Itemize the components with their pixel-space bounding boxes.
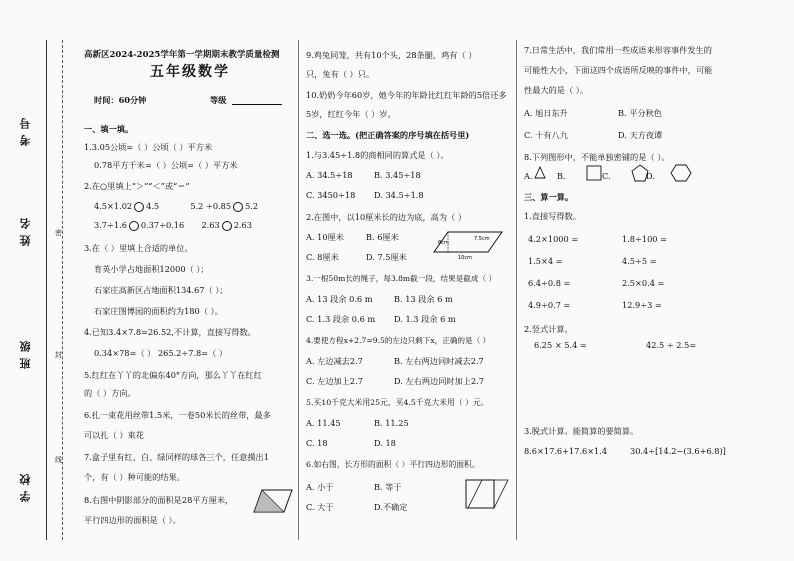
choice-8-b[interactable]: B. [557,171,566,181]
compare-circle[interactable] [134,202,144,212]
section-1-title: 一、填一填。 [84,124,134,134]
q2-expr: 0.37÷0.16 [140,220,185,230]
choice-1-d[interactable]: D. 34.5÷1.8 [374,190,424,200]
choice-6-b[interactable]: B. 等于 [374,482,402,492]
q4-a: 0.34×78=（ ） 265.2÷7.8=（ ） [94,348,228,358]
figure-label-10cm: 10cm [458,255,472,261]
column-divider-2 [516,40,517,540]
q2-expr: 4.5 [146,201,160,211]
pentagon-icon [632,165,648,181]
column-1 [82,40,296,550]
q4-text: 4.已知3.4×7.8=26.52,不计算，直接写得数。 [84,327,256,337]
time-label: 时间：60分钟 [94,95,147,105]
choice-3-a[interactable]: A. 13 段余 0.6 m [306,294,373,304]
q10-line-1: 10.奶奶今年60岁，她今年的年龄比红红年龄的5倍还多 [306,90,507,100]
grade-label: 等级 [210,95,227,105]
q3-b: 石家庄高新区占地面积134.67（ ）； [94,285,228,295]
choice-8-c[interactable]: C. [602,171,611,181]
exam-header: 高新区2024-2025学年第一学期期末教学质量检测 [84,50,280,60]
calc-2-b: 42.5 ÷ 2.5= [646,340,697,350]
compare-circle[interactable] [129,221,139,231]
q8-line-1: 8.右图中阴影部分的面积是28平方厘米， [84,495,234,505]
figure-label-7-5cm: 7.5cm [474,236,490,242]
calc-2-title: 2.竖式计算。 [524,324,573,334]
choice-7-line-1: 7.日常生活中，我们常用一些成语来形容事件发生的 [524,45,712,55]
section-3-title: 三、算一算。 [524,192,574,202]
choice-8-text: 8.下列图形中，不能单独密铺的是（ ）。 [524,152,670,162]
choice-1-b[interactable]: B. 3.45÷18 [374,170,421,180]
binding-margin [0,0,80,561]
choice-2-text: 2.在图中，以10厘米长的边为底，高为（ ） [306,212,467,222]
section-2-title: 二、选一选。(把正确答案的序号填在括号里) [306,130,470,140]
choice-6-a[interactable]: A. 小于 [306,482,334,492]
margin-line [46,40,47,540]
choice-4-c[interactable]: C. 左边加上2.7 [306,376,363,386]
exam-number-label: 考号 [19,112,32,146]
hexagon-icon [671,165,691,181]
q2-row-1 [94,201,258,212]
choice-1-a[interactable]: A. 34.5÷18 [306,170,353,180]
q1-line-2: 0.78平方千米=（ ）公顷=（ ）平方米 [94,160,238,170]
page-title: 五年级数学 [150,64,230,80]
choice-3-c[interactable]: C. 1.3 段余 0.6 m [306,314,376,324]
q10-line-2: 5岁，红红今年（ ）岁。 [306,109,396,119]
name-label: 姓名 [19,212,32,246]
choice-4-b[interactable]: B. 左右两边同时减去2.7 [394,356,484,366]
q3-text: 3.在（ ）里填上合适的单位。 [84,243,193,253]
compare-circle[interactable] [233,202,243,212]
choice-6-text: 6.如右图，长方形的面积（ ）平行四边形的面积。 [306,460,480,469]
triangle-icon [535,167,545,178]
choice-3-d[interactable]: D. 1.3 段余 6 m [394,314,456,324]
choice-7-d[interactable]: D. 天方夜谭 [618,130,663,140]
choice-6-d[interactable]: D.不确定 [374,502,408,512]
choice-5-a[interactable]: A. 11.45 [306,418,341,428]
choice-8-d[interactable]: D. [646,171,655,181]
q3-c: 石家庄图博园的面积约为180（ ）。 [94,306,223,316]
calc-1-g: 4.9÷0.7 = [528,300,571,310]
q1-line-1: 1.3.05公顷=（ ）公顷（ ）平方米 [84,142,213,152]
choice-5-c[interactable]: C. 18 [306,438,328,448]
parallelogram-shaded-figure [252,488,294,514]
calc-3-a: 8.6×17.6+17.6×1.4 [524,446,608,456]
seal-mark-2: 封 [55,351,62,359]
choice-5-text: 5.买10千克大米用25元，买4.5千克大米用（ ）元。 [306,398,489,407]
q6-line-2: 可以扎（ ）束花 [84,430,144,440]
choice-7-line-3: 性最大的是（ ）。 [524,85,589,95]
column-divider-1 [298,40,299,540]
choice-7-c[interactable]: C. 十有八九 [524,130,568,140]
compare-circle[interactable] [222,221,232,231]
choice-2-d[interactable]: D. 7.5厘米 [366,252,407,262]
choice-1-text: 1.与3.45÷1.8的商相同的算式是（ ）。 [306,150,449,160]
choice-7-b[interactable]: B. 平分秋色 [618,108,662,118]
q3-a: 育英小学占地面积12000（ ）； [94,264,209,274]
choice-5-d[interactable]: D. 18 [374,438,396,448]
class-label: 班级 [19,335,32,369]
calc-1-d: 4.5÷5 = [622,256,657,266]
choice-6-c[interactable]: C. 大于 [306,502,334,512]
q2-expr: 5.2 [245,201,259,211]
choice-2-a[interactable]: A. 10厘米 [306,232,344,242]
rectangle-parallelogram-figure [464,476,510,512]
choice-3-text: 3.一根50m长的绳子，每3.8m截一段，结果是截成（ ） [306,274,497,283]
choice-7-line-2: 可能性大小，下面这四个成语所反映的事件中，可能 [524,65,713,75]
school-label: 学校 [19,468,32,502]
q2-expr: 5.2 ÷0.85 [190,201,232,211]
seal-mark-3: 线 [55,456,62,464]
q7-line-1: 7.盒子里有红、白、绿同样的球各三个，任意摸出1 [84,452,269,462]
choice-4-d[interactable]: D. 左右两边同时加上2.7 [394,376,484,386]
choice-1-c[interactable]: C. 3450÷18 [306,190,356,200]
seal-mark-1: 密 [55,229,62,237]
seal-dashed-line [62,40,63,540]
q2-row-2 [94,220,252,231]
q5-line-1: 5.红红在丫丫的北偏东40°方向，那么丫丫在红红 [84,370,262,380]
q2-expr: 4.5×1.02 [94,201,133,211]
q8-line-2: 平行四边形的面积是（ ）。 [84,515,181,525]
calc-1-title: 1.直接写得数。 [524,211,581,221]
choice-4-a[interactable]: A. 左边减去2.7 [306,356,363,366]
calc-1-e: 6.4÷0.8 = [528,278,571,288]
column-3 [522,40,790,550]
choice-3-b[interactable]: B. 13 段余 6 m [394,294,453,304]
q2-text: 2.在○里填上“＞”“＜”或“＝” [84,181,190,191]
parallelogram-figure [432,228,504,262]
calc-3-b: 30.4÷[14.2−(3.6+6.8)] [630,446,726,456]
calc-2-a: 6.25 × 5.4 = [534,340,587,350]
calc-1-c: 1.5×4 = [528,256,563,266]
q9-line-2: 只，兔有（ ）只。 [306,69,375,79]
choice-8-a[interactable]: A. [524,171,533,181]
choice-5-b[interactable]: B. 11.25 [374,418,409,428]
column-2 [304,40,512,550]
shape-options [534,164,694,186]
choice-2-b[interactable]: B. 6厘米 [366,232,399,242]
choice-7-a[interactable]: A. 旭日东升 [524,108,568,118]
calc-1-h: 12.9÷3 = [622,300,662,310]
calc-1-a: 4.2×1000 = [528,234,579,244]
q7-line-2: 个，有（ ）种可能的结果。 [84,472,185,482]
choice-4-text: 4.要使方程x+2.7=9.5的左边只剩下x，正确的是（ ） [306,336,491,345]
calc-1-b: 1.8÷100 = [622,234,667,244]
q2-expr: 3.7÷1.6 [94,220,127,230]
calc-1-f: 2.5×0.4 = [622,278,665,288]
q2-expr: 2.63 [233,220,252,230]
choice-2-c[interactable]: C. 8厘米 [306,252,339,262]
square-icon [587,166,601,180]
calc-3-title: 3.脱式计算。能简算的要简算。 [524,426,639,436]
q9-line-1: 9.鸡兔同笼，共有10个头，28条腿，鸡有（ ） [306,50,477,60]
grade-field[interactable] [232,95,282,105]
q6-line-1: 6.扎一束花用丝带1.5米，一卷50米长的丝带，最多 [84,410,271,420]
q5-line-2: 的（ ）方向。 [84,388,136,398]
q2-expr: 2.63 [201,220,220,230]
figure-label-8cm: 8cm [438,240,449,246]
